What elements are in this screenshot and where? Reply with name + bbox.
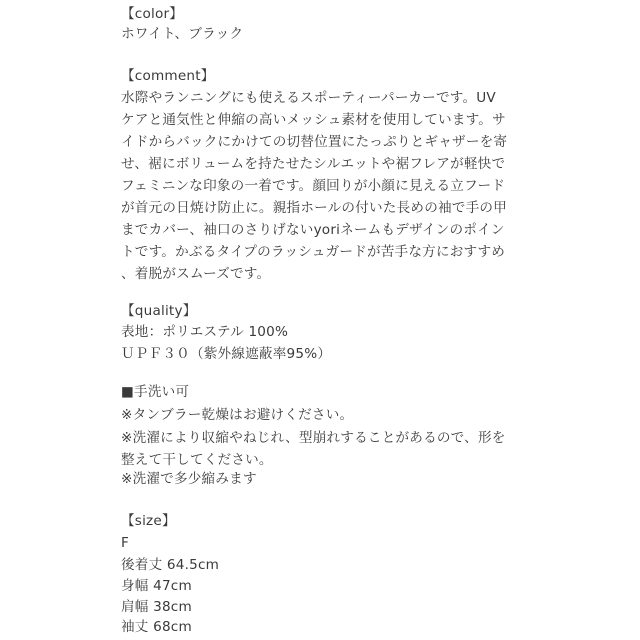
comment-heading: 【comment】: [121, 68, 215, 84]
size-line: 袖丈 68cm: [121, 619, 192, 635]
comment-line: 、着脱がスムーズです。: [121, 266, 271, 282]
quality-line: ＵＰＦ３０（紫外線遮蔽率95%）: [121, 346, 332, 362]
quality-heading: 【quality】: [121, 303, 197, 319]
care-line: 整えて干してください。: [121, 452, 273, 468]
comment-line: せ、裾にボリュームを持たせたシルエットや裾フレアが軽快で: [121, 156, 506, 172]
comment-line: ケアと通気性と伸縮の高いメッシュ素材を使用しています。サ: [121, 112, 506, 128]
size-line: F: [121, 535, 130, 551]
comment-line: までカバー、袖口のさりげないyoriネームもデザインのポイン: [121, 222, 505, 238]
comment-line: イドからバックにかけての切替位置にたっぷりとギャザーを寄: [121, 134, 508, 150]
color-heading: 【color】: [121, 6, 184, 22]
comment-line: フェミニンな印象の一着です。顔回りが小顔に見える立フード: [121, 178, 506, 194]
care-line: ■手洗い可: [121, 384, 190, 400]
size-line: 肩幅 38cm: [121, 599, 192, 615]
comment-line: トです。かぶるタイプのラッシュガードが苦手な方におすすめ: [121, 244, 506, 260]
size-line: 身幅 47cm: [121, 578, 192, 594]
care-line: ※洗濯で多少縮みます: [121, 471, 257, 487]
quality-line: 表地：ポリエステル 100%: [121, 324, 289, 340]
comment-line: 水際やランニングにも使えるスポーティーパーカーです。UV: [121, 90, 496, 106]
care-line: ※洗濯により収縮やねじれ、型崩れすることがあるので、形を: [121, 430, 506, 446]
color-value: ホワイト、ブラック: [121, 26, 244, 42]
comment-line: が首元の日焼け防止に。親指ホールの付いた長めの袖で手の甲: [121, 200, 507, 216]
size-heading: 【size】: [121, 513, 176, 529]
care-line: ※タンブラー乾燥はお避けください。: [121, 407, 354, 423]
size-line: 後着丈 64.5cm: [121, 557, 220, 573]
